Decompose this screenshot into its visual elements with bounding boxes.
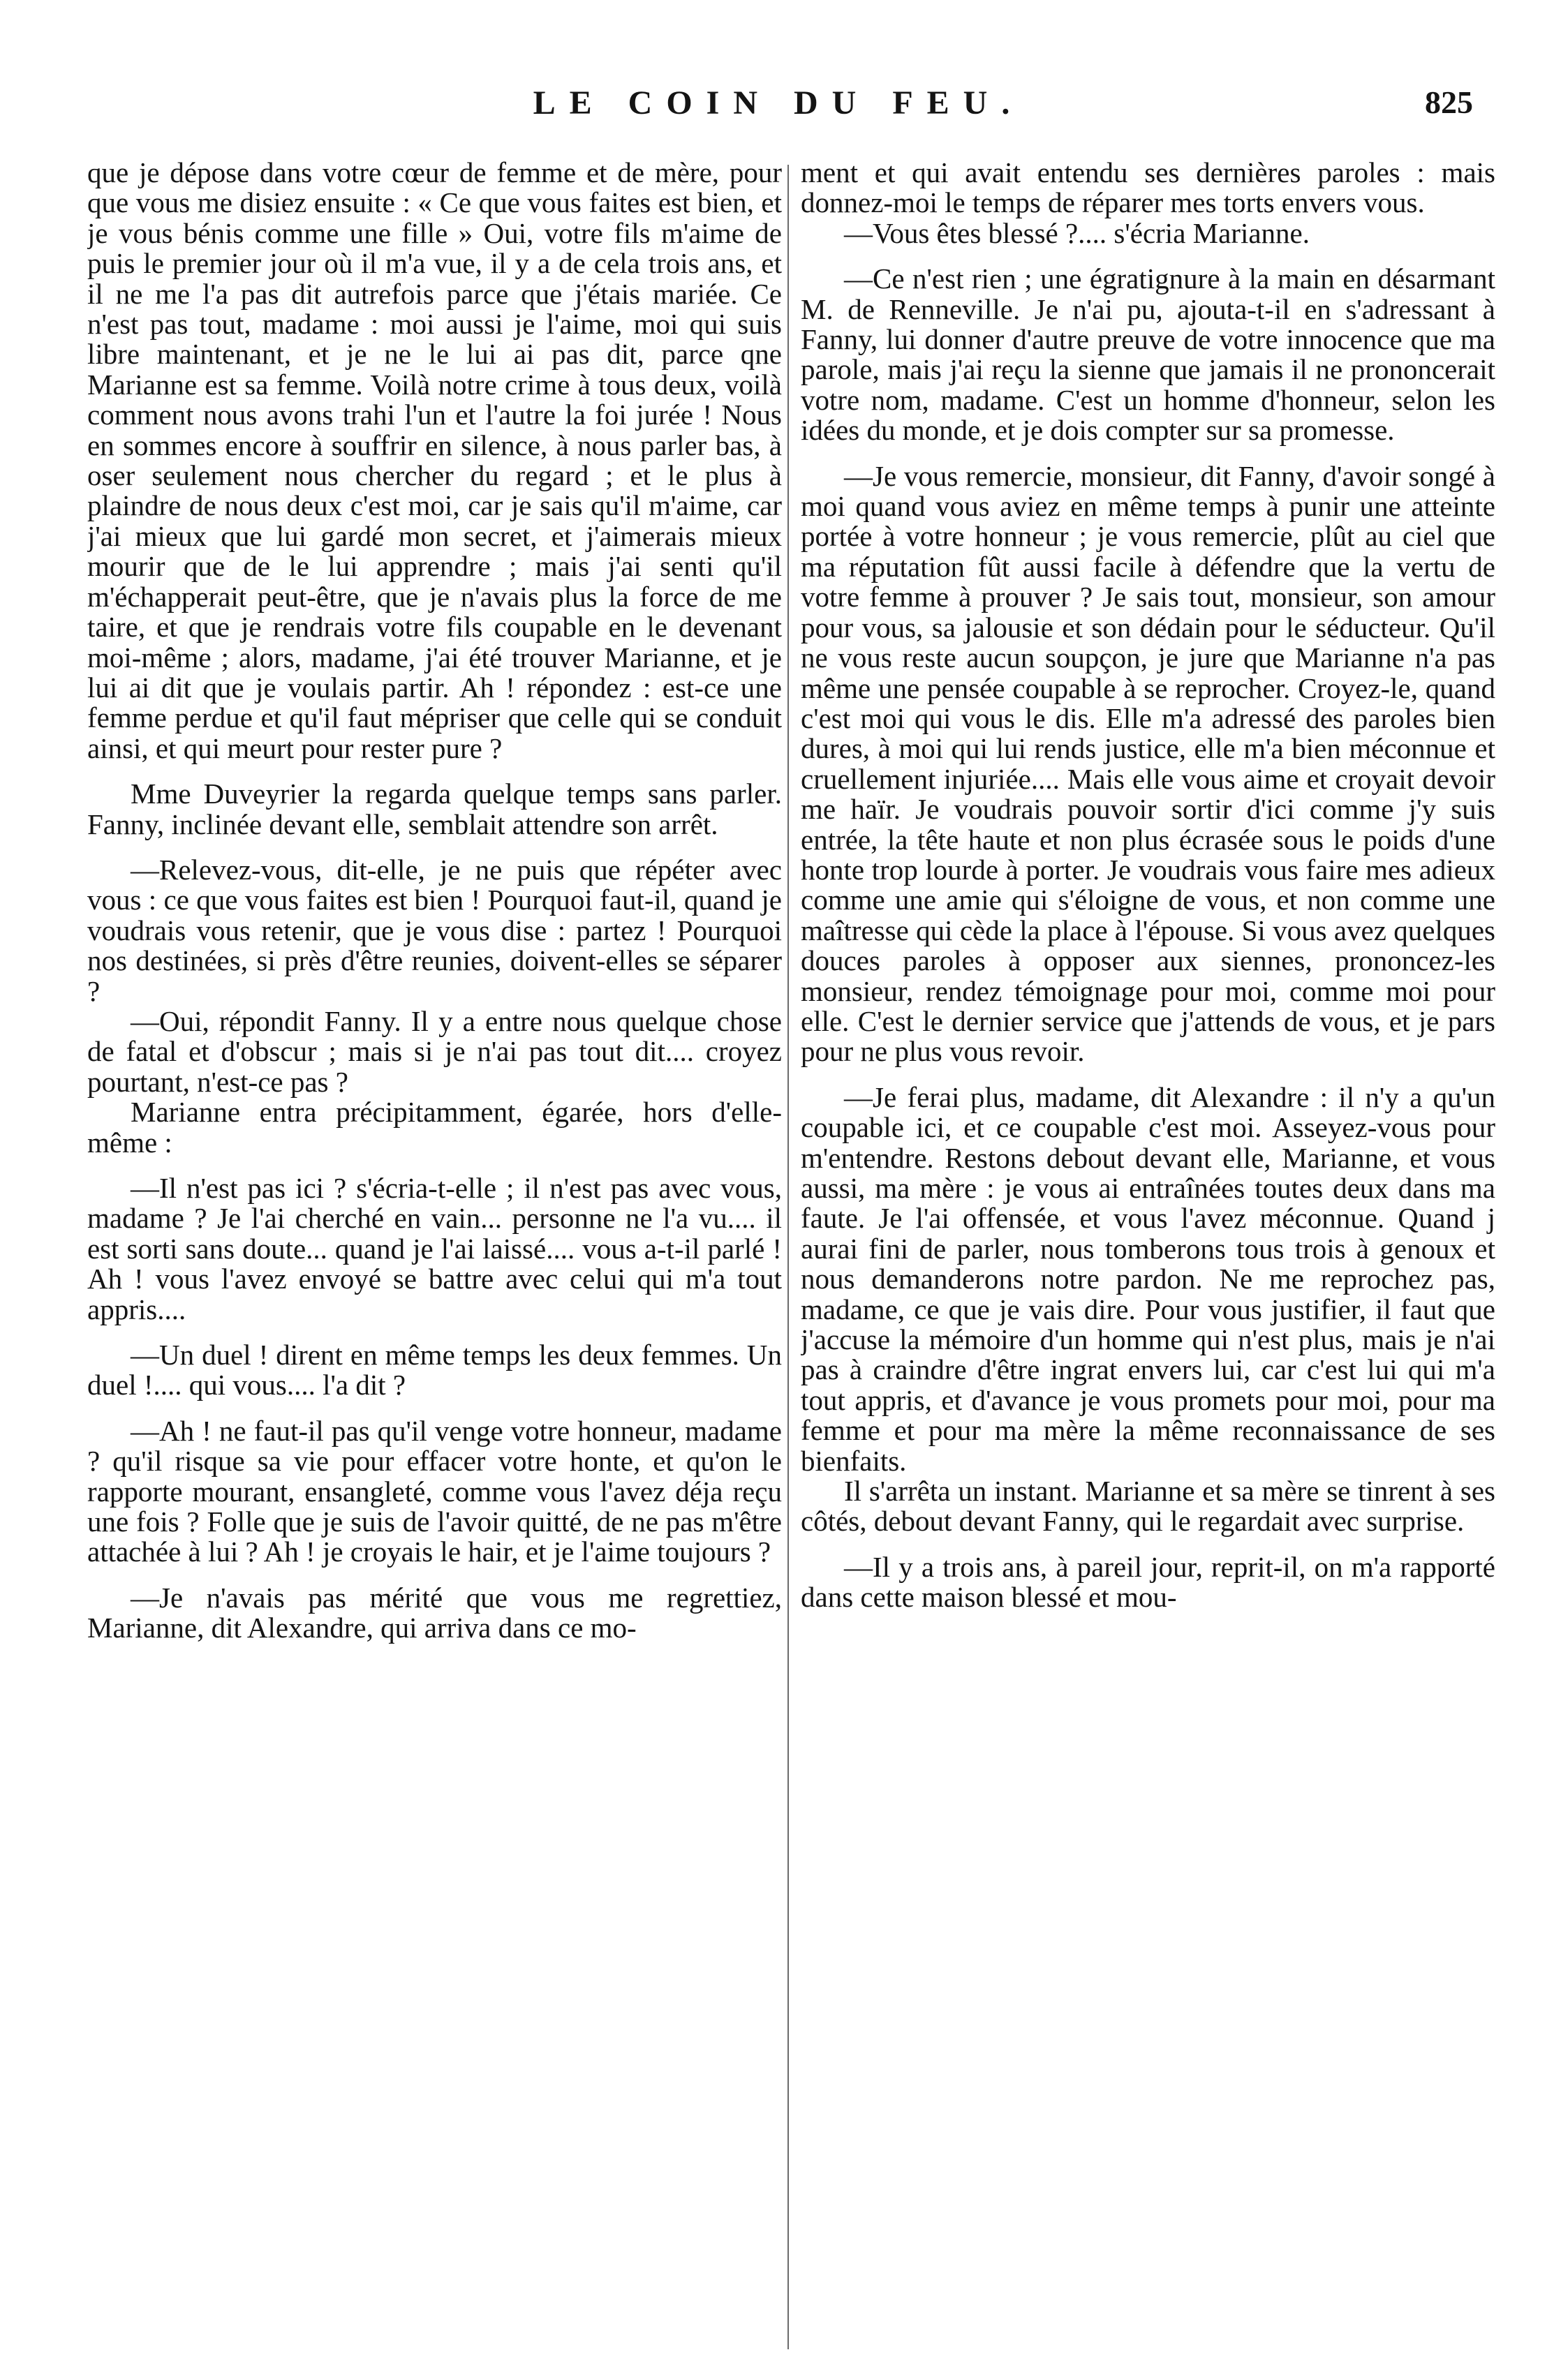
paragraph: Mme Duveyrier la regarda quelque temps sans parler. Fanny, inclinée devant elle, semblait attendre son arrêt. <box>87 778 782 840</box>
paragraph: que je dépose dans votre cœur de femme et de mère, pour que vous me disiez ensuite : « Ce que vous faites est bien, et je vous bénis comme une fille » Oui, votre fils m'aime de puis le premier jour où il m'a vue, il y a de cela trois ans, et il ne me l'a pas dit autrefois parce que j'étais mariée. Ce n'est pas tout, madame : moi aussi je l'aime, moi qui suis libre maintenant, et je ne le lui ai pas dit, parce qne Marianne est sa femme. Voilà notre crime à tous deux, voilà comment nous avons trahi l'un et l'autre la foi jurée ! Nous en sommes encore à souffrir en silence, à nous parler bas, à oser seulement nous chercher du regard ; et le plus à plaindre de nous deux c'est moi, car je sais qu'il m'aime, car j'ai mieux que lui gardé mon secret, et j'aimerais mieux mourir que de le lui apprendre ; mais j'ai senti qu'il m'échapperait peut-être, que je n'avais plus la force de me taire, et que je rendrais votre fils coupable en le devenant moi-même ; alors, madame, j'ai été trouver Marianne, et je lui ai dit que je voulais partir. Ah ! répondez : est-ce une femme perdue et qu'il faut mépriser que celle qui se conduit ainsi, et qui meurt pour rester pure ? <box>87 158 782 764</box>
paragraph: Il s'arrêta un instant. Marianne et sa mère se tinrent à ses côtés, debout devant Fanny, qui le regardait avec surprise. <box>801 1475 1495 1538</box>
paragraph: —Il y a trois ans, à pareil jour, reprit-il, on m'a rapporté dans cette maison blessé et mou- <box>801 1550 1495 1614</box>
paragraph: —Je n'avais pas mérité que vous me regrettiez, Marianne, dit Alexandre, qui arriva dans ce mo- <box>87 1581 782 1644</box>
left-column <box>87 158 782 2363</box>
paragraph: —Je vous remercie, monsieur, dit Fanny, d'avoir songé à moi quand vous aviez en même temps à punir une atteinte portée à votre honneur ; je vous remercie, plût au ciel que ma réputation fût aussi facile à défendre que la vertu de votre femme à prouver ? Je sais tout, monsieur, son amour pour vous, sa jalousie et son dédain pour le séducteur. Qu'il ne vous reste aucun soupçon, je jure que Marianne n'a pas même une pensée coupable à se reprocher. Croyez-le, quand c'est moi qui vous le dis. Elle m'a adressé des paroles bien dures, à moi qui lui rends justice, elle m'a bien méconnue et cruellement injuriée.... Mais elle vous aime et croyait devoir me haïr. Je voudrais pouvoir sortir d'ici comme j'y suis entrée, la tête haute et non plus écrasée sous le poids d'une honte trop lourde à porter. Je voudrais vous faire mes adieux comme une amie qui s'éloigne de vous, et non comme une maîtresse qui cède la place à l'épouse. Si vous avez quelques douces paroles à opposer aux siennes, prononcez-les monsieur, rendez témoignage pour moi, comme moi pour elle. C'est le dernier service que j'attends de vous, et je pars pour ne plus vous revoir. <box>801 459 1495 1068</box>
column-divider <box>787 165 789 2349</box>
page-header <box>84 84 1473 140</box>
paragraph: Marianne entra précipitamment, égarée, hors d'elle-même : <box>87 1096 782 1159</box>
paragraph: ment et qui avait entendu ses dernières paroles : mais donnez-moi le temps de réparer mes torts envers vous. <box>801 158 1495 219</box>
paragraph: —Je ferai plus, madame, dit Alexandre : il n'y a qu'un coupable ici, et ce coupable c'est moi. Asseyez-vous pour m'entendre. Restons debout devant elle, Marianne, et vous aussi, ma mère : je vous ai entraînées toutes deux dans ma faute. Je l'ai offensée, et vous l'avez méconnue. Quand j aurai fini de parler, nous tomberons tous trois à genoux et nous demanderons notre pardon. Ne me reprochez pas, madame, ce que je vais dire. Pour vous justifier, il faut que j'accuse la mémoire d'un homme qui n'est plus, mais je n'ai pas à craindre d'être ingrat envers lui, car c'est lui qui m'a tout appris, et d'avance je vous promets pour moi, pour ma femme et pour ma mère la même reconnaissance de ses bienfaits. <box>801 1080 1495 1477</box>
paragraph: —Ce n'est rien ; une égratignure à la main en désarmant M. de Renneville. Je n'ai pu, ajouta-t-il en s'adressant à Fanny, lui donner d'autre preuve de votre innocence que ma parole, mais j'ai reçu la sienne que jamais il ne prononcerait votre nom, madame. C'est un homme d'honneur, selon les idées du monde, et je dois compter sur sa promesse. <box>801 262 1495 447</box>
paragraph: —Il n'est pas ici ? s'écria-t-elle ; il n'est pas avec vous, madame ? Je l'ai cherché en vain... personne ne l'a vu.... il est sorti sans doute... quand je l'ai laissé.... vous a-t-il parlé ! Ah ! vous l'avez envoyé se battre avec celui qui m'a tout appris.... <box>87 1172 782 1325</box>
right-column <box>801 158 1495 2363</box>
paragraph: —Relevez-vous, dit-elle, je ne puis que répéter avec vous : ce que vous faites est bien ! Pourquoi faut-il, quand je voudrais vous retenir, que je vous dise : partez ! Pourquoi nos destinées, si près d'être reunies, doivent-elles se séparer ? <box>87 853 782 1007</box>
paragraph: —Ah ! ne faut-il pas qu'il venge votre honneur, madame ? qu'il risque sa vie pour effacer votre honte, et qu'on le rapporte mourant, ensangleté, comme vous l'avez déja reçu une fois ? Folle que je suis de l'avoir quitté, de ne pas m'être attachée à lui ? Ah ! je croyais le hair, et je l'aime toujours ? <box>87 1414 782 1568</box>
running-title: LE COIN DU FEU. <box>533 84 1024 121</box>
paragraph: —Oui, répondit Fanny. Il y a entre nous quelque chose de fatal et d'obscur ; mais si je n'ai pas tout dit.... croyez pourtant, n'est-ce pas ? <box>87 1004 782 1098</box>
page-number: 825 <box>1425 84 1473 120</box>
paragraph: —Vous êtes blessé ?.... s'écria Marianne. <box>844 216 1310 249</box>
paragraph: —Un duel ! dirent en même temps les deux femmes. Un duel !.... qui vous.... l'a dit ? <box>87 1339 782 1401</box>
